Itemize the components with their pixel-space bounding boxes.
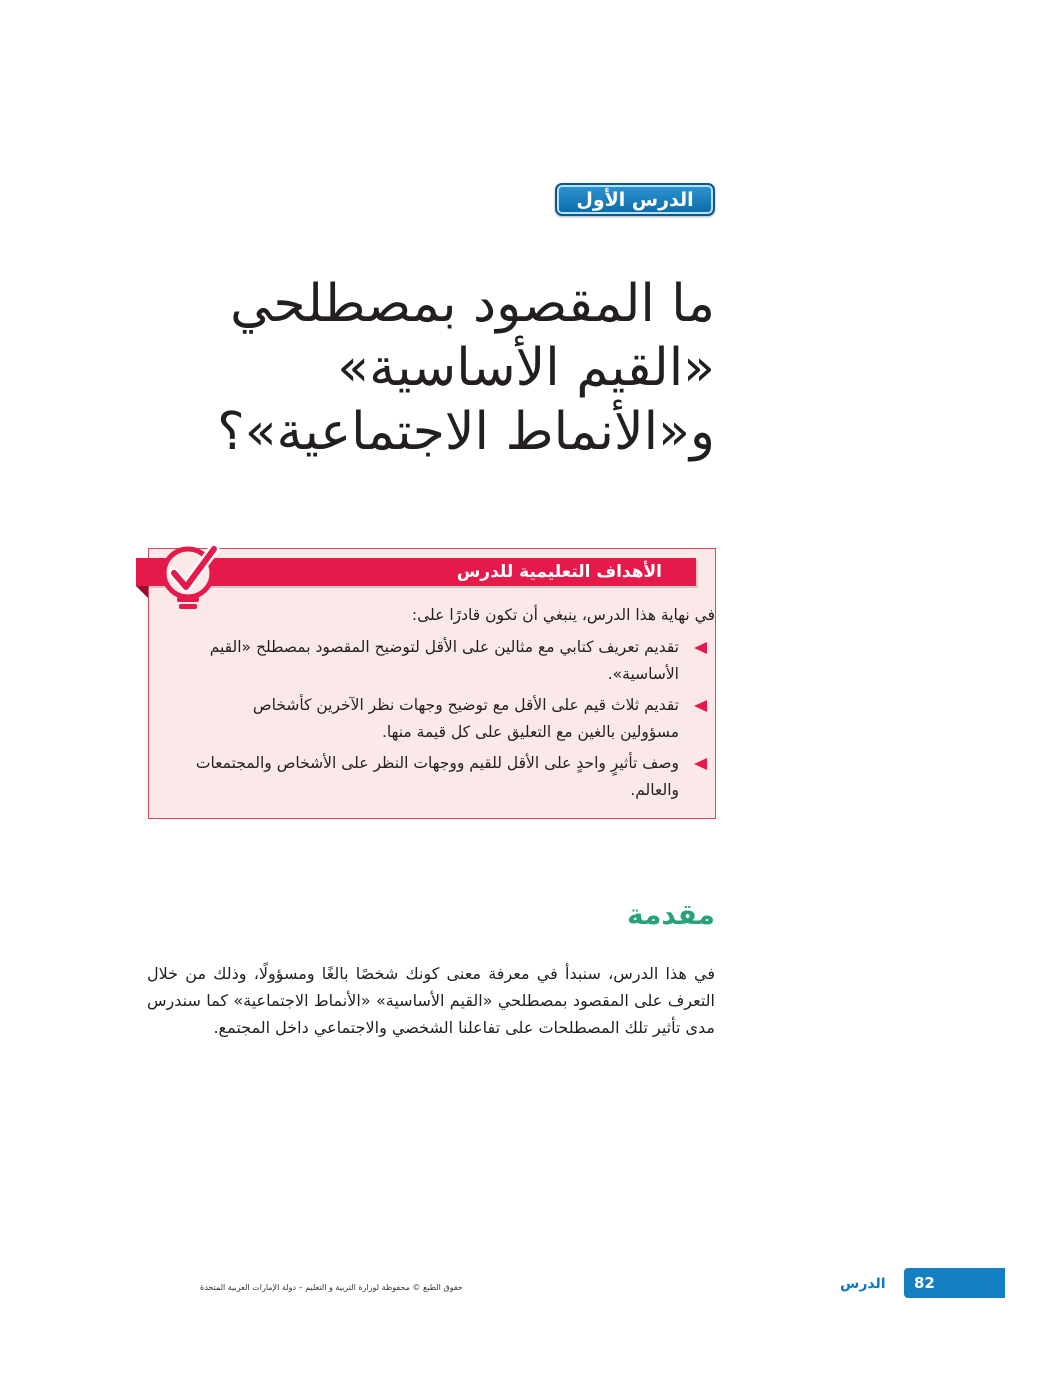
objective-text: وصف تأثيرٍ واحدٍ على الأقل للقيم ووجهات النظر على الأشخاص والمجتمعات والعالم.	[195, 754, 679, 799]
objectives-list	[190, 634, 715, 808]
intro-paragraph: في هذا الدرس، سنبدأ في معرفة معنى كونك شخصًا بالغًا ومسؤولًا، وذلك من خلال التعرف على المقصود بمصطلحي «القيم الأساسية» «الأنماط الاجتماعية» كما سندرس مدى تأثير تلك المصطلحات على تفاعلنا الشخصي والاجتماعي داخل المجتمع.	[147, 964, 715, 1037]
bullet-arrow-icon	[694, 758, 707, 770]
bullet-arrow-icon	[694, 642, 707, 654]
bullet-arrow-icon	[694, 700, 707, 712]
page-title: ما المقصود بمصطلحي «القيم الأساسية» و«الأنماط الاجتماعية»؟	[217, 274, 715, 462]
footer-copyright: حقوق الطبع © محفوظة لوزارة التربية و التعليم – دولة الإمارات العربية المتحدة	[200, 1283, 463, 1292]
page-number: 82	[914, 1274, 935, 1292]
intro-heading: مقدمة	[627, 898, 715, 931]
objective-item	[190, 634, 715, 688]
objective-item	[190, 692, 715, 746]
ribbon-fold	[136, 586, 148, 598]
objective-item	[190, 750, 715, 804]
objectives-heading: الأهداف التعليمية للدرس	[456, 562, 662, 582]
footer-lesson-label: الدرس	[840, 1276, 886, 1292]
objective-text: تقديم تعريف كتابي مع مثالين على الأقل لتوضيح المقصود بمصطلح «القيم الأساسية».	[209, 638, 679, 683]
page-number-tab	[904, 1268, 1005, 1298]
objective-text: تقديم ثلاث قيم على الأقل مع توضيح وجهات نظر الآخرين كأشخاص مسؤولين بالغين مع التعليق على كل قيمة منها.	[252, 696, 679, 741]
objectives-intro: في نهاية هذا الدرس، ينبغي أن تكون قادرًا على:	[411, 606, 715, 624]
lesson-badge: الدرس الأول	[555, 183, 715, 216]
